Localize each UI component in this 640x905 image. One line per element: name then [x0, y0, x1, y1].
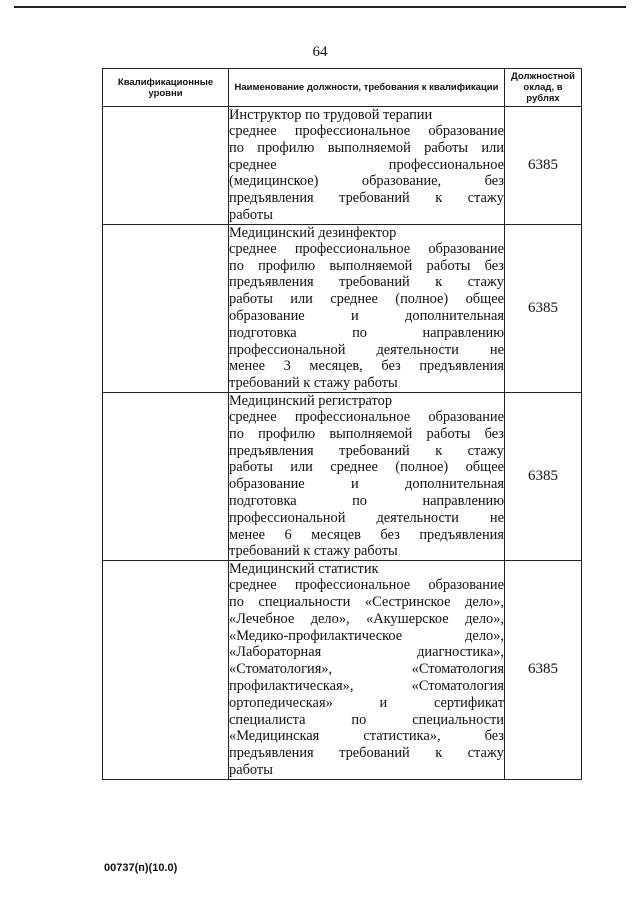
header-position-requirements: Наименование должности, требования к квалификации: [229, 69, 505, 107]
requirement-line: (медицинское) образование, без: [229, 173, 504, 190]
position-description-cell: [229, 224, 505, 392]
requirement-line: предъявления требований к стажу: [229, 274, 504, 291]
qualification-level-cell: [103, 392, 229, 560]
requirement-line: среднее профессиональное образование: [229, 408, 504, 425]
position-description-cell: [229, 107, 505, 225]
page-number: 64: [312, 44, 328, 60]
requirement-line: «Лабораторная диагностика»,: [229, 644, 504, 661]
requirement-line: работы или среднее (полное) общее: [229, 291, 504, 308]
requirement-line: «Стоматология», «Стоматология: [229, 661, 504, 678]
top-rule: [14, 6, 626, 8]
salary-cell: 6385: [505, 392, 582, 560]
footer-document-code: 00737(п)(10.0): [104, 862, 178, 874]
requirement-line: среднее профессиональное образование: [229, 123, 504, 139]
table-row: [103, 392, 582, 560]
requirement-line: требований к стажу работы: [229, 375, 398, 392]
salary-cell: 6385: [505, 561, 582, 780]
salary-cell: 6385: [505, 224, 582, 392]
position-description-cell: [229, 392, 505, 560]
requirement-line: образование и дополнительная: [229, 476, 504, 493]
position-title: Медицинский статистик: [229, 561, 379, 578]
position-description-cell: [229, 561, 505, 780]
requirement-line: профилактическая», «Стоматология: [229, 677, 504, 694]
requirement-line: «Медико-профилактическое дело»,: [229, 627, 504, 644]
position-requirements: [229, 409, 504, 560]
requirement-line: по профилю выполняемой работы или: [229, 139, 504, 156]
requirement-line: «Лечебное дело», «Акушерское дело»,: [229, 610, 504, 627]
table-header-row: [103, 69, 582, 107]
header-qualification-levels: Квалификационные уровни: [103, 69, 229, 107]
qualification-level-cell: [103, 107, 229, 225]
qualification-level-cell: [103, 224, 229, 392]
requirement-line: по профилю выполняемой работы без: [229, 257, 504, 274]
requirement-line: среднее профессиональное: [229, 156, 504, 173]
requirement-line: предъявления требований к стажу: [229, 745, 504, 762]
position-title: Медицинский дезинфектор: [229, 224, 397, 241]
position-requirements: [229, 577, 504, 779]
position-requirements: [229, 123, 504, 224]
requirement-line: подготовка по направлению: [229, 492, 504, 509]
requirement-line: работы: [229, 206, 273, 223]
salary-cell: 6385: [505, 107, 582, 225]
salary-table: [102, 68, 582, 780]
requirement-line: профессиональной деятельности не: [229, 509, 504, 526]
requirement-line: предъявления требований к стажу: [229, 442, 504, 459]
requirement-line: менее 3 месяцев, без предъявления: [229, 358, 504, 375]
requirement-line: работы или среднее (полное) общее: [229, 459, 504, 476]
position-title: Медицинский регистратор: [229, 392, 393, 409]
requirement-line: «Медицинская статистика», без: [229, 728, 504, 745]
table-row: [103, 107, 582, 225]
position-title: Инструктор по трудовой терапии: [229, 107, 433, 123]
requirement-line: требований к стажу работы: [229, 543, 398, 560]
requirement-line: профессиональной деятельности не: [229, 341, 504, 358]
table-row: [103, 224, 582, 392]
qualification-level-cell: [103, 561, 229, 780]
requirement-line: специалиста по специальности: [229, 711, 504, 728]
requirement-line: среднее профессиональное образование: [229, 577, 504, 594]
position-requirements: [229, 241, 504, 392]
requirement-line: предъявления требований к стажу: [229, 190, 504, 207]
requirement-line: работы: [229, 761, 273, 778]
requirement-line: образование и дополнительная: [229, 307, 504, 324]
requirement-line: по профилю выполняемой работы без: [229, 425, 504, 442]
requirement-line: ортопедическая» и сертификат: [229, 694, 504, 711]
requirement-line: по специальности «Сестринское дело»,: [229, 593, 504, 610]
header-salary: Должностной оклад, в рублях: [505, 69, 582, 107]
requirement-line: менее 6 месяцев без предъявления: [229, 526, 504, 543]
table-row: [103, 561, 582, 780]
requirement-line: среднее профессиональное образование: [229, 240, 504, 257]
requirement-line: подготовка по направлению: [229, 324, 504, 341]
